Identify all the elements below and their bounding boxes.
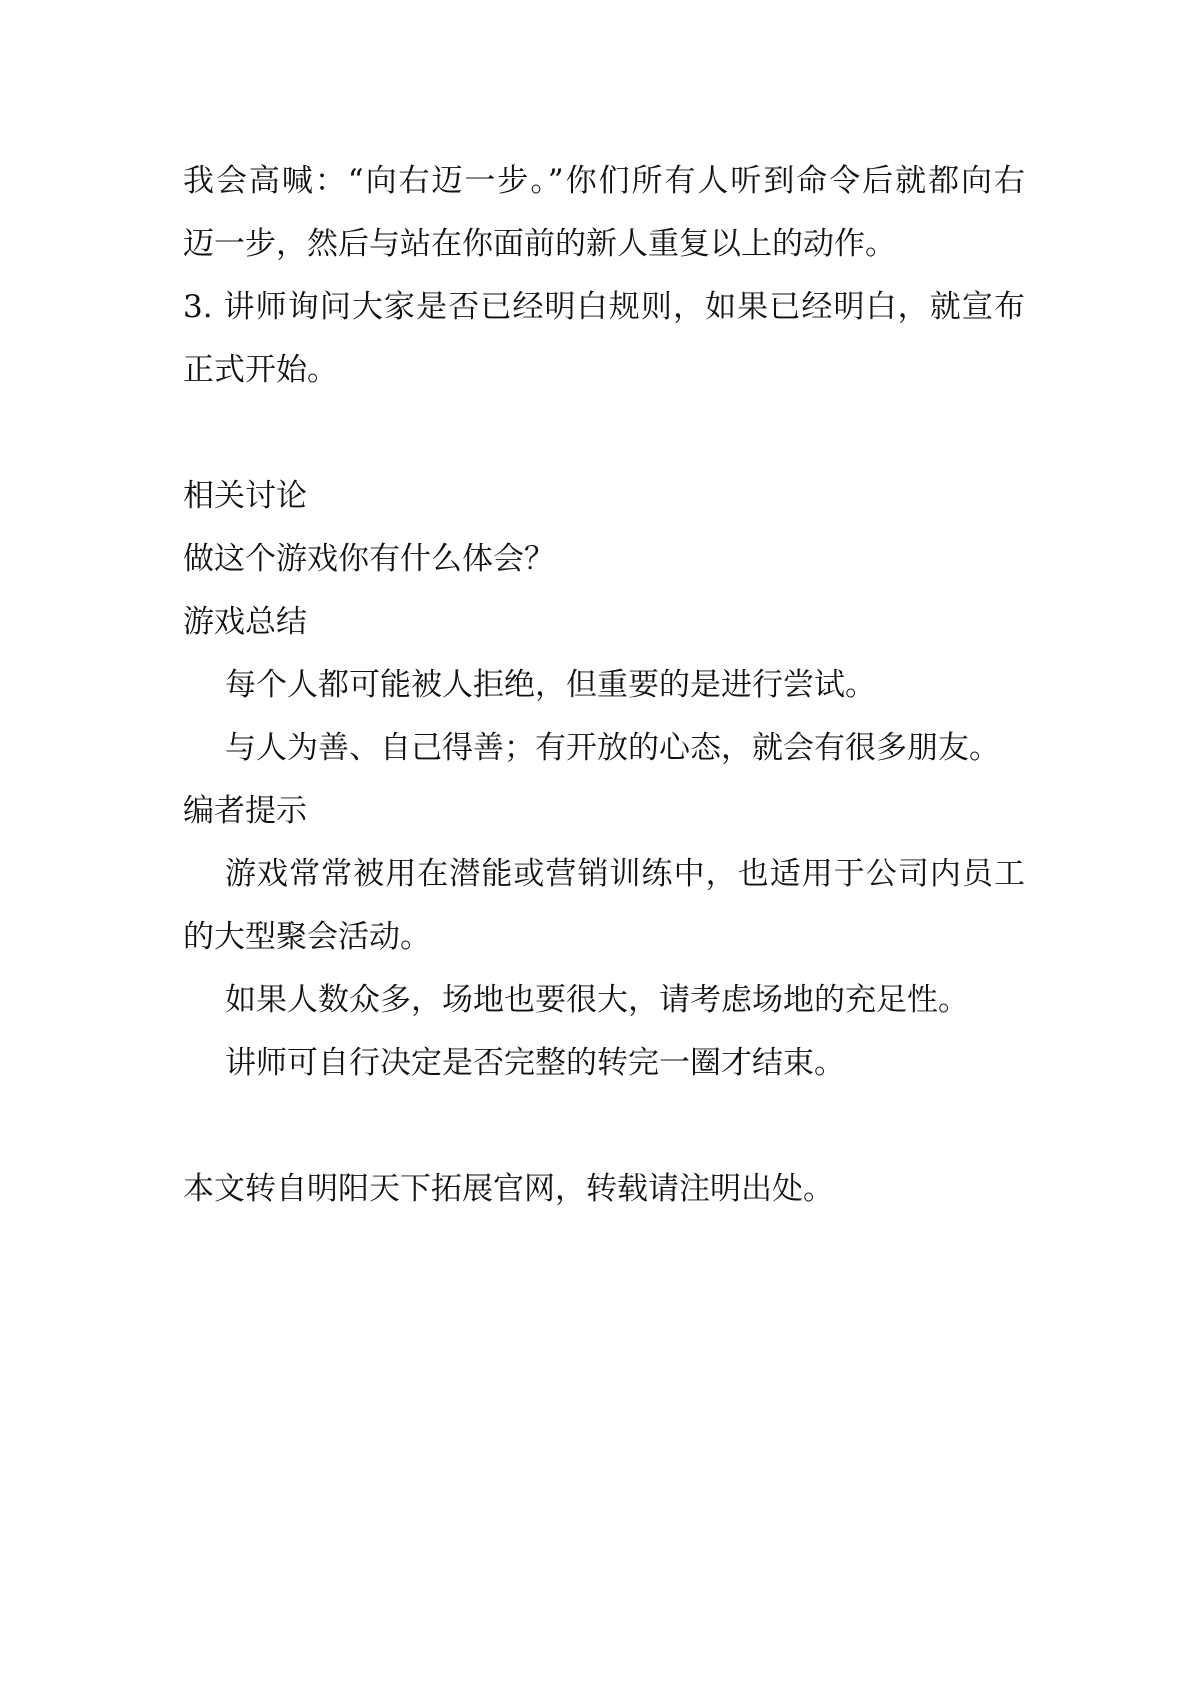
section-heading-editor-tips: 编者提示 [183,793,307,829]
paragraph-line: 迈一步，然后与站在你面前的新人重复以上的动作。 [183,226,896,262]
document-body [183,150,1025,1221]
paragraph-line: 正式开始。 [183,352,338,388]
tip-line: 讲师可自行决定是否完整的转完一圈才结束。 [225,1045,845,1081]
section-heading-game-summary: 游戏总结 [183,604,307,640]
tip-line: 游戏常常被用在潜能或营销训练中，也适用于公司内员工 [225,856,1025,892]
discussion-question: 做这个游戏你有什么体会？ [183,541,555,577]
summary-line: 与人为善、自己得善；有开放的心态，就会有很多朋友。 [225,730,1000,766]
numbered-step-line: 3. 讲师询问大家是否已经明白规则，如果已经明白，就宣布 [183,289,1025,325]
summary-line: 每个人都可能被人拒绝，但重要的是进行尝试。 [225,667,876,703]
tip-line: 的大型聚会活动。 [183,919,431,955]
tip-line: 如果人数众多，场地也要很大，请考虑场地的充足性。 [225,982,969,1018]
section-heading-related-discussion: 相关讨论 [183,478,307,514]
source-note: 本文转自明阳天下拓展官网，转载请注明出处。 [183,1171,834,1207]
paragraph-line: 我会高喊：“向右迈一步。”你们所有人听到命令后就都向右 [183,163,1025,199]
blank-line [183,1095,1025,1158]
blank-line [183,402,1025,465]
